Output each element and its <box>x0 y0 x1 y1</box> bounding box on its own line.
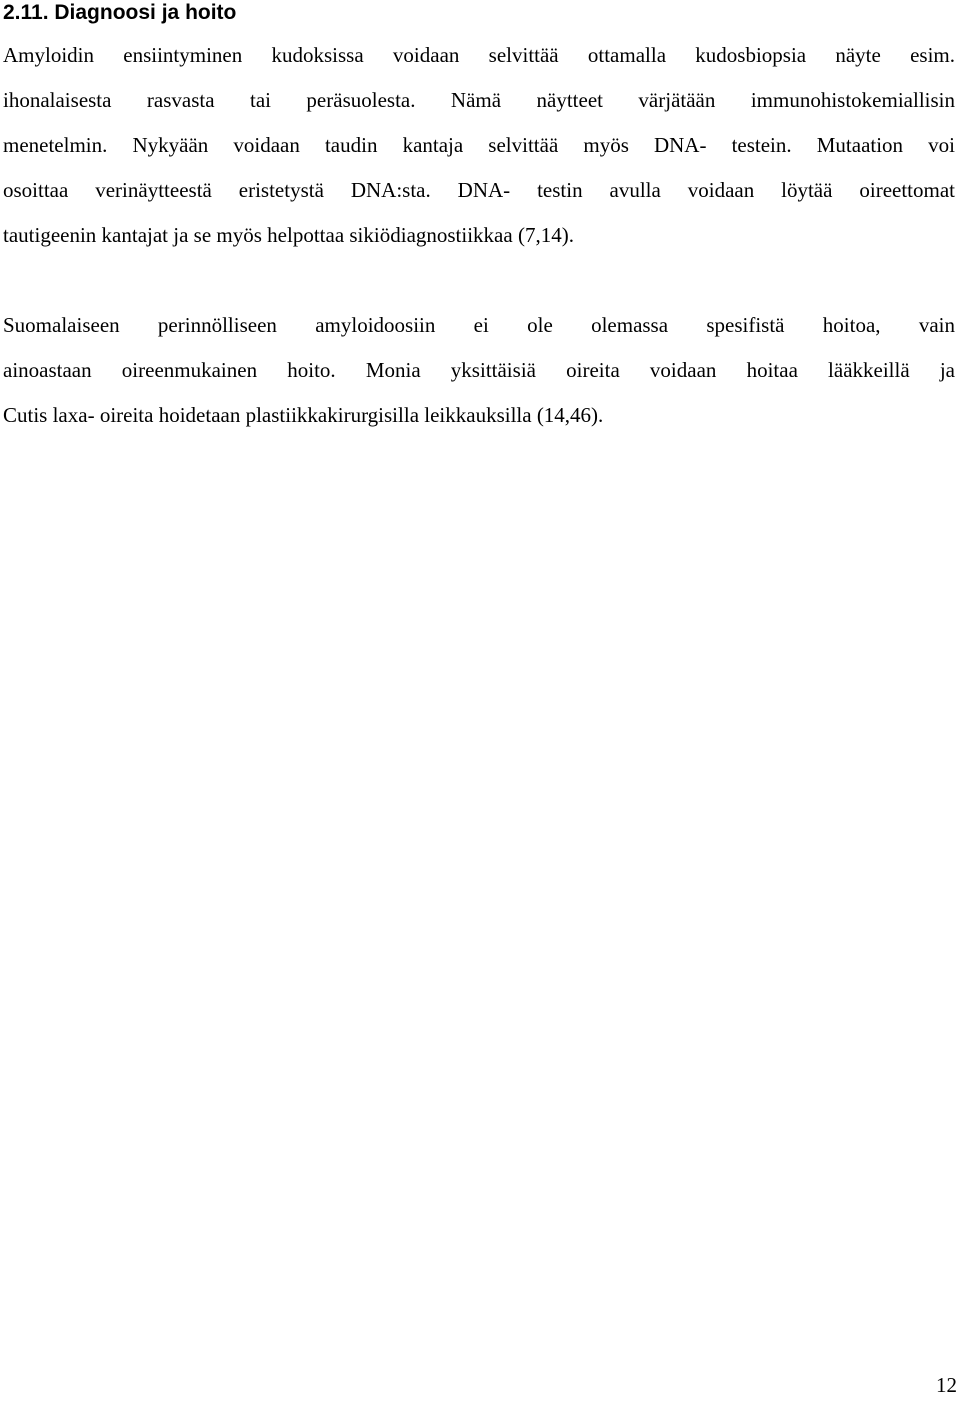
text-line: osoittaa verinäytteestä eristetystä DNA:sta. DNA- testin avulla voidaan löytää oireettomat <box>3 178 955 202</box>
section-heading: 2.11. Diagnoosi ja hoito <box>3 1 237 24</box>
text-line: Suomalaiseen perinnölliseen amyloidoosiin ei ole olemassa spesifistä hoitoa, vain <box>3 313 955 337</box>
text-line: tautigeenin kantajat ja se myös helpottaa sikiödiagnostiikkaa (7,14). <box>3 223 574 247</box>
text-line: ainoastaan oireenmukainen hoito. Monia yksittäisiä oireita voidaan hoitaa lääkkeillä ja <box>3 358 955 382</box>
paragraph-diagnosis <box>3 33 955 258</box>
paragraph-treatment <box>3 303 955 438</box>
text-line: Amyloidin ensiintyminen kudoksissa voidaan selvittää ottamalla kudosbiopsia näyte esim. <box>3 43 955 67</box>
text-line: Cutis laxa- oireita hoidetaan plastiikkakirurgisilla leikkauksilla (14,46). <box>3 403 604 427</box>
page-number: 12 <box>936 1373 957 1397</box>
text-line: menetelmin. Nykyään voidaan taudin kantaja selvittää myös DNA- testein. Mutaation voi <box>3 133 955 157</box>
text-line: ihonalaisesta rasvasta tai peräsuolesta. Nämä näytteet värjätään immunohistokemiallisin <box>3 88 955 112</box>
